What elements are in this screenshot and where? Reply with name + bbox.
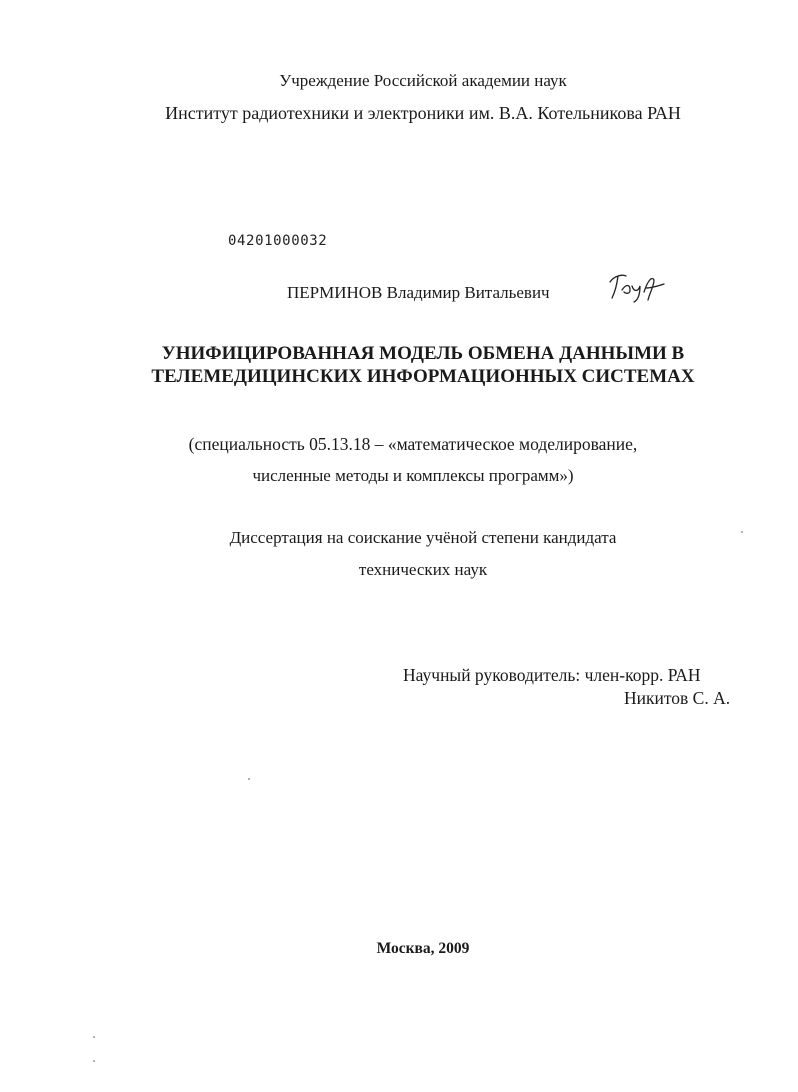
supervisor-line-2: Никитов С. А. [624, 688, 731, 708]
signature-icon [604, 270, 668, 304]
specialty-line-1: (специальность 05.13.18 – «математическое моделирование, [188, 434, 638, 454]
supervisor-line-1: Научный руководитель: член-корр. РАН [403, 665, 701, 685]
institution-line-1: Учреждение Российской академии наук [279, 71, 567, 90]
scan-speck [741, 531, 743, 533]
author-name: ПЕРМИНОВ Владимир Витальевич [287, 283, 550, 302]
scan-speck [248, 778, 250, 780]
title-line-1: УНИФИЦИРОВАННАЯ МОДЕЛЬ ОБМЕНА ДАННЫМИ В [161, 343, 685, 364]
scan-speck [93, 1060, 95, 1062]
specialty-line-2: численные методы и комплексы программ») [252, 466, 574, 485]
dissertation-line-1: Диссертация на соискание учёной степени кандидата [229, 528, 617, 547]
city-year: Москва, 2009 [376, 940, 470, 957]
institution-line-2: Институт радиотехники и электроники им. В.А. Котельникова РАН [165, 103, 681, 123]
dissertation-line-2: технических наук [358, 560, 488, 579]
title-line-2: ТЕЛЕМЕДИЦИНСКИХ ИНФОРМАЦИОННЫХ СИСТЕМАХ [151, 366, 695, 387]
scan-speck [93, 1036, 95, 1038]
registration-number: 04201000032 [228, 233, 328, 249]
